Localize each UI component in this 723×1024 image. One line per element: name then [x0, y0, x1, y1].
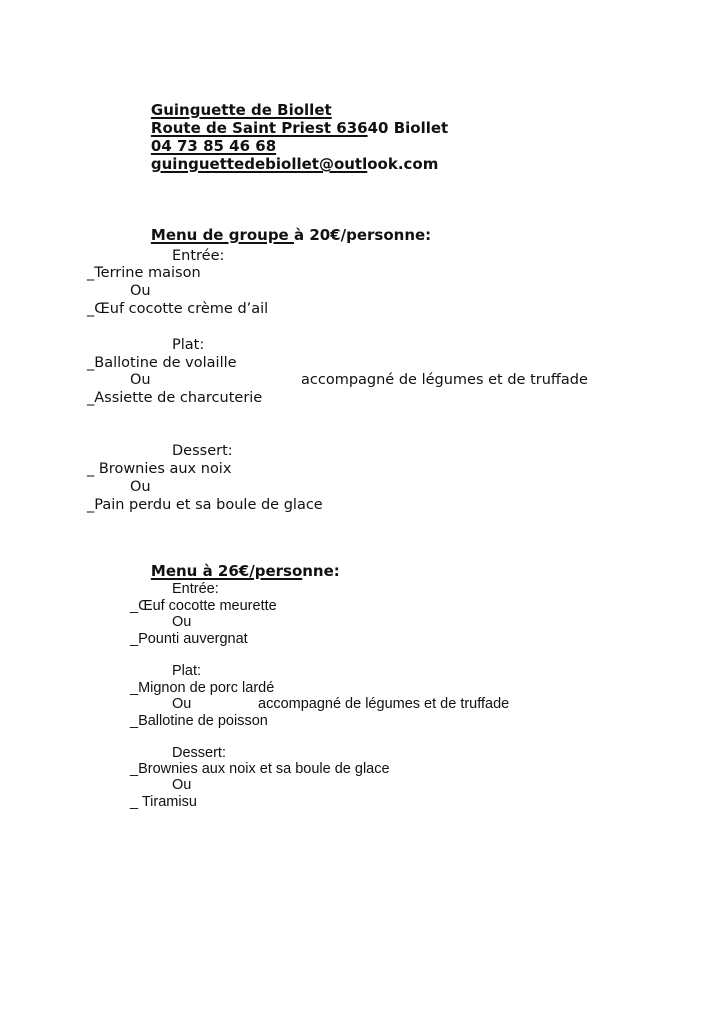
menu-20-plat-heading: Plat: [172, 337, 205, 353]
menu-20-dessert-option-2: _Pain perdu et sa boule de glace [87, 497, 323, 513]
menu-20-plat-option-2: _Assiette de charcuterie [87, 390, 263, 406]
menu-20-entree-heading: Entrée: [172, 248, 225, 264]
menu-26-entree-option-2: _Pounti auvergnat [130, 631, 248, 647]
menu-20-plat-option-1: _Ballotine de volaille [87, 355, 237, 371]
menu-20-plat-or: Ou [130, 372, 151, 388]
restaurant-name-text: Guinguette de Biollet [150, 101, 332, 119]
menu-26-entree-heading: Entrée: [172, 581, 219, 597]
menu-20-dessert-option-1: _ Brownies aux noix [87, 461, 232, 477]
menu-26-dessert-option-1: _Brownies aux noix et sa boule de glace [130, 761, 390, 777]
menu-20-dessert-heading: Dessert: [172, 443, 233, 459]
restaurant-email [130, 142, 438, 187]
address-plain-part: 40 Biollet [367, 119, 449, 137]
menu-26-plat-side: accompagné de légumes et de truffade [258, 696, 510, 712]
menu-20-title-plain: à 20€/personne: [293, 226, 432, 244]
menu-20-plat-side: accompagné de légumes et de truffade [301, 372, 588, 388]
menu-26-entree-option-1: _Œuf cocotte meurette [130, 598, 277, 614]
menu-26-plat-option-2: _Ballotine de poisson [130, 713, 268, 729]
menu-26-title-plain: nne: [302, 562, 340, 580]
menu-26-dessert-option-2: _ Tiramisu [130, 794, 197, 810]
menu-26-plat-heading: Plat: [172, 663, 202, 679]
menu-20-title-underlined: Menu de groupe [150, 226, 294, 244]
menu-26-plat-option-1: _Mignon de porc lardé [130, 680, 275, 696]
menu-20-entree-or: Ou [130, 283, 151, 299]
menu-20-entree-option-2: _Œuf cocotte crème d’ail [87, 301, 269, 317]
menu-20-dessert-or: Ou [130, 479, 151, 495]
menu-26-title-underlined: Menu à 26€/perso [150, 562, 303, 580]
email-underlined-part: guinguettedebiollet@outl [150, 155, 368, 173]
menu-26-dessert-or: Ou [172, 777, 192, 793]
menu-26-plat-or: Ou [172, 696, 192, 712]
address-underlined-part: Route de Saint Priest 636 [150, 119, 368, 137]
menu-26-entree-or: Ou [172, 614, 192, 630]
email-plain-part: ook.com [367, 155, 439, 173]
menu-20-entree-option-1: _Terrine maison [87, 265, 201, 281]
menu-26-title [130, 549, 340, 594]
menu-26-dessert-heading: Dessert: [172, 745, 226, 761]
phone-text: 04 73 85 46 68 [150, 137, 277, 155]
